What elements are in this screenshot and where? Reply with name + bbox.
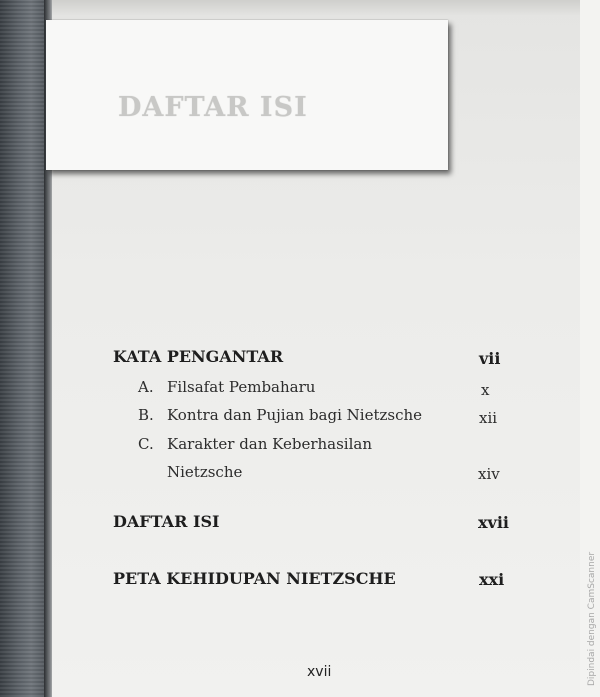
scanner-watermark (583, 480, 597, 690)
toc-item-label-continued: Nietzsche (167, 463, 243, 481)
toc-page-daftar-isi: xvii (478, 513, 509, 532)
toc-item-label: Karakter dan Keberhasilan (167, 435, 372, 453)
toc-item-page: x (481, 381, 490, 399)
watermark-text: Dipindai dengan CamScanner (587, 551, 597, 686)
toc-item-label: Filsafat Pembaharu (167, 378, 316, 396)
toc-heading-daftar-isi: DAFTAR ISI (113, 512, 220, 531)
toc-page-peta-kehidupan: xxi (479, 570, 505, 589)
toc-item-page: xii (479, 409, 498, 427)
page-title: DAFTAR ISI (118, 92, 308, 123)
toc-page-kata-pengantar: vii (479, 349, 501, 368)
toc-item-letter: B. (138, 406, 154, 424)
toc-item-label: Kontra dan Pujian bagi Nietzsche (167, 406, 423, 424)
toc-heading-kata-pengantar: KATA PENGANTAR (113, 347, 284, 366)
toc-item-page: xiv (478, 465, 500, 483)
toc-heading-peta-kehidupan: PETA KEHIDUPAN NIETZSCHE (113, 569, 396, 588)
toc-item-letter: A. (138, 378, 154, 396)
toc-item-letter: C. (138, 435, 154, 453)
footer-page-number: xvii (307, 664, 332, 680)
